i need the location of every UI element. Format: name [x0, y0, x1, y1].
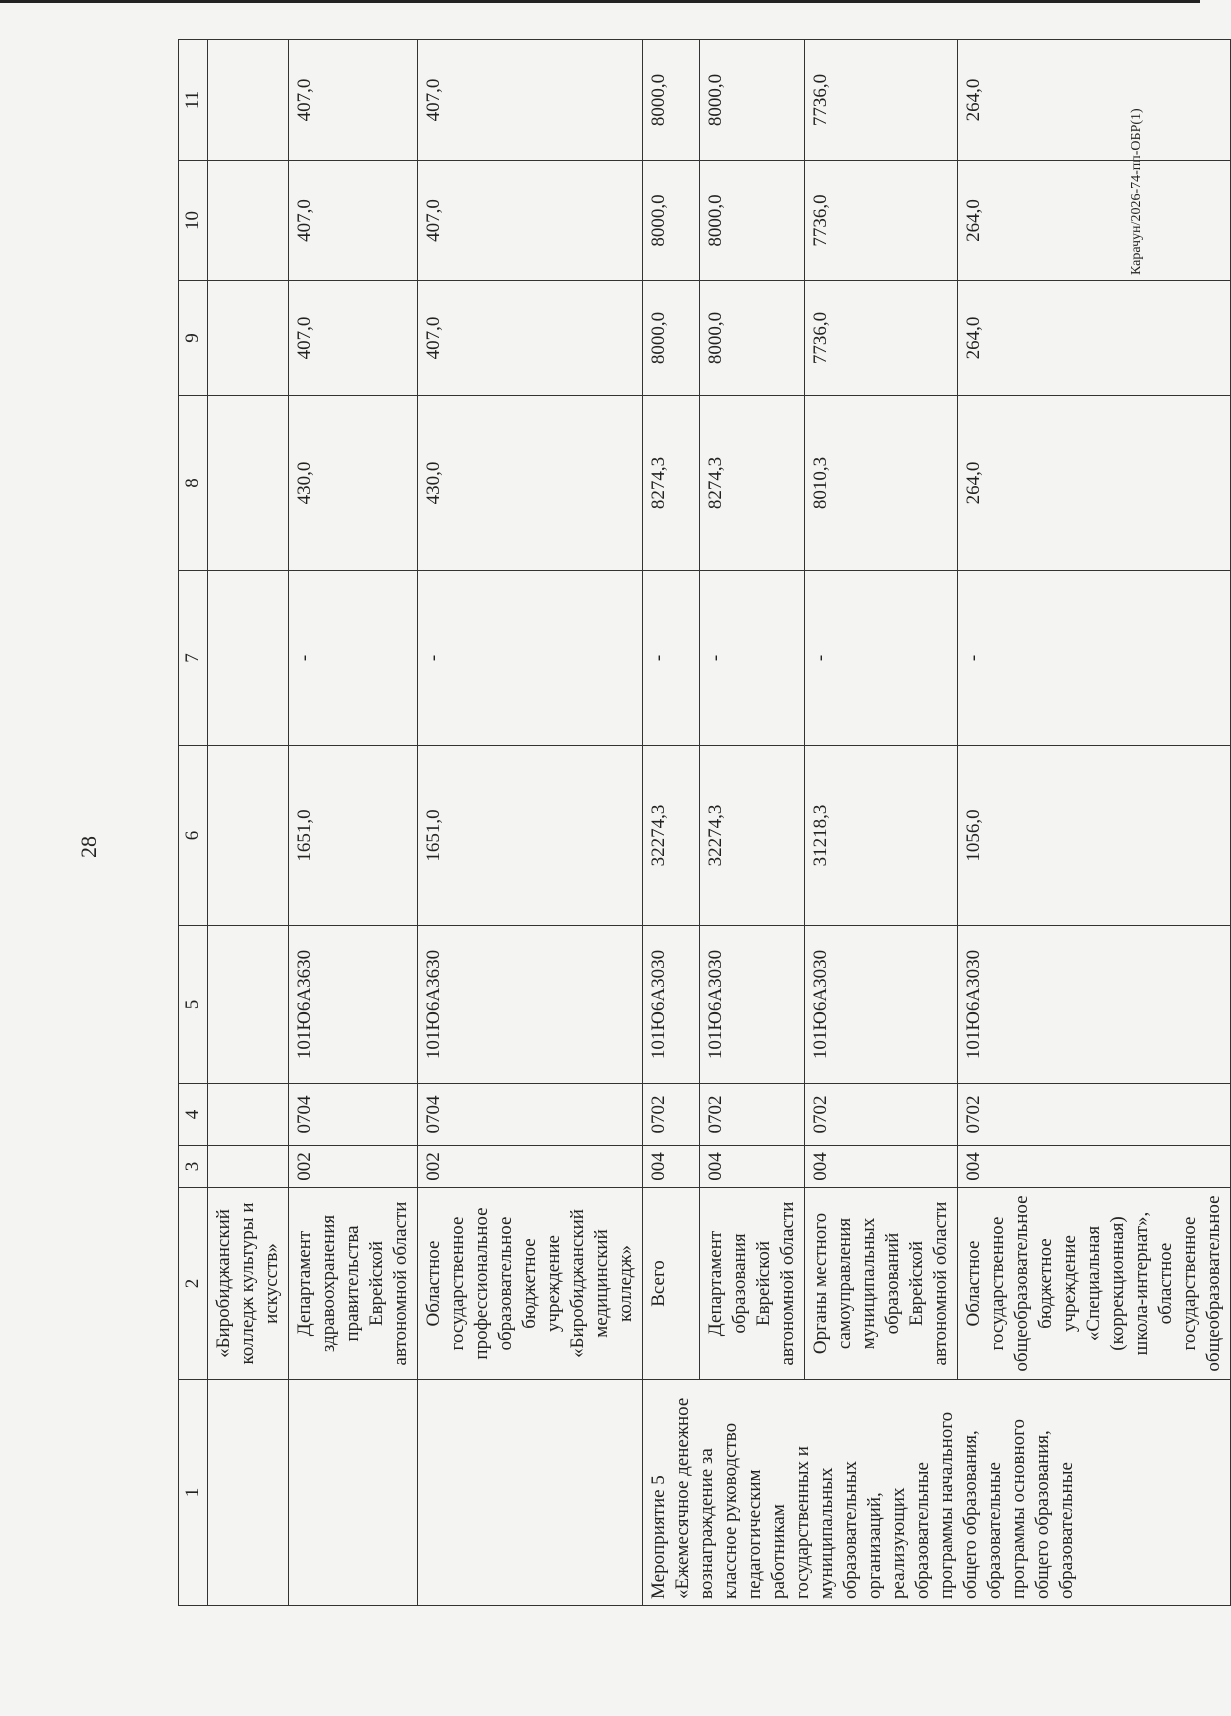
header-cell: 1: [179, 1380, 208, 1606]
table-cell: 407,0: [418, 161, 643, 281]
header-cell: 4: [179, 1084, 208, 1146]
table-cell: 0702: [700, 1084, 805, 1146]
table-row: [700, 40, 805, 1606]
table-cell: [208, 1084, 289, 1146]
table-cell: 407,0: [418, 40, 643, 161]
table-row: [208, 40, 289, 1606]
table-cell: [208, 746, 289, 926]
table-cell: -: [805, 571, 958, 746]
table-cell: [208, 571, 289, 746]
table-cell: 264,0: [958, 396, 1231, 571]
table-cell: [208, 396, 289, 571]
budget-table: [178, 39, 1231, 1606]
table-cell: -: [958, 571, 1231, 746]
table-cell: 0702: [643, 1084, 700, 1146]
table-cell: Департамент образования Еврейской автономной области: [700, 1188, 805, 1380]
table-cell: 002: [418, 1146, 643, 1188]
header-cell: 9: [179, 281, 208, 396]
table-cell: -: [418, 571, 643, 746]
table-cell: 101Ю6А3030: [700, 926, 805, 1084]
header-cell: 11: [179, 40, 208, 161]
table-cell: 7736,0: [805, 161, 958, 281]
table-cell: 004: [958, 1146, 1231, 1188]
table-cell: -: [700, 571, 805, 746]
table-cell: 8000,0: [700, 281, 805, 396]
table-cell: 101Ю6А3030: [643, 926, 700, 1084]
table-cell: 1651,0: [418, 746, 643, 926]
header-cell: 7: [179, 571, 208, 746]
page-number: 28: [76, 836, 101, 858]
table-cell: 31218,3: [805, 746, 958, 926]
table-cell: [208, 1146, 289, 1188]
table-cell: 8274,3: [700, 396, 805, 571]
header-row: [179, 40, 208, 1606]
table-cell: Органы местного самоуправления муниципальных образований Еврейской автономной области: [805, 1188, 958, 1380]
table-row: [643, 40, 700, 1606]
table-cell: 407,0: [289, 281, 418, 396]
table-cell: 0702: [805, 1084, 958, 1146]
table-cell: 7736,0: [805, 40, 958, 161]
table-cell: 0704: [418, 1084, 643, 1146]
header-cell: 8: [179, 396, 208, 571]
table-cell: 8000,0: [700, 40, 805, 161]
header-cell: 2: [179, 1188, 208, 1380]
table-cell: 8000,0: [643, 281, 700, 396]
table-cell: [208, 161, 289, 281]
table-cell: 264,0: [958, 281, 1231, 396]
table-cell: 101Ю6А3030: [805, 926, 958, 1084]
table-cell: 264,0: [958, 40, 1231, 161]
table-cell: 8010,3: [805, 396, 958, 571]
table-cell: 7736,0: [805, 281, 958, 396]
table-cell: 407,0: [289, 40, 418, 161]
table-cell: Областное государственное общеобразовательное бюджетное учреждение «Специальная (коррекционная) школа-интернат», областное государственное общеобразовательное: [958, 1188, 1231, 1380]
table-cell: Областное государственное профессиональное образовательное бюджетное учреждение «Биробиджанский медицинский колледж»: [418, 1188, 643, 1380]
table-cell: 0702: [958, 1084, 1231, 1146]
table-cell: -: [643, 571, 700, 746]
table-cell: 8274,3: [643, 396, 700, 571]
table-cell: 430,0: [418, 396, 643, 571]
table-cell: 32274,3: [700, 746, 805, 926]
table-cell: [208, 40, 289, 161]
table-cell: 101Ю6А3630: [289, 926, 418, 1084]
table-cell: -: [289, 571, 418, 746]
table-row: [805, 40, 958, 1606]
table-row: [418, 40, 643, 1606]
table-cell: 407,0: [289, 161, 418, 281]
table-cell: 8000,0: [643, 161, 700, 281]
table-cell: Мероприятие 5 «Ежемесячное денежное вознаграждение за классное руководство педагогическим работникам государственных и муниципальных образовательных организаций, реализующих образовательные программы начального общего образования, образовательные программы основного общего образования, образовательные: [643, 1380, 1231, 1606]
table-cell: 004: [643, 1146, 700, 1188]
table-cell: Всего: [643, 1188, 700, 1380]
table-cell: 101Ю6А3630: [418, 926, 643, 1084]
header-cell: 6: [179, 746, 208, 926]
table-cell: 004: [700, 1146, 805, 1188]
table-cell: 1056,0: [958, 746, 1231, 926]
table-cell: [418, 1380, 643, 1606]
table-cell: 264,0: [958, 161, 1231, 281]
table-cell: 430,0: [289, 396, 418, 571]
table-row: [958, 40, 1231, 1606]
header-cell: 3: [179, 1146, 208, 1188]
table-cell: Департамент здравоохранения правительства Еврейской автономной области: [289, 1188, 418, 1380]
table-cell: 0704: [289, 1084, 418, 1146]
table-cell: [208, 281, 289, 396]
table-cell: 8000,0: [643, 40, 700, 161]
table-cell: [289, 1380, 418, 1606]
table-cell: 8000,0: [700, 161, 805, 281]
table-cell: 407,0: [418, 281, 643, 396]
table-cell: [208, 1380, 289, 1606]
table-row: [289, 40, 418, 1606]
table-cell: «Биробиджанский колледж культуры и искусств»: [208, 1188, 289, 1380]
table-cell: 32274,3: [643, 746, 700, 926]
table-cell: 101Ю6А3030: [958, 926, 1231, 1084]
table-cell: 002: [289, 1146, 418, 1188]
header-cell: 5: [179, 926, 208, 1084]
table-cell: 1651,0: [289, 746, 418, 926]
top-border-line: [0, 0, 1200, 3]
table-cell: 004: [805, 1146, 958, 1188]
header-cell: 10: [179, 161, 208, 281]
table-cell: [208, 926, 289, 1084]
document-code: Карачун/2026-74-пп-ОБР(1): [1129, 108, 1144, 275]
